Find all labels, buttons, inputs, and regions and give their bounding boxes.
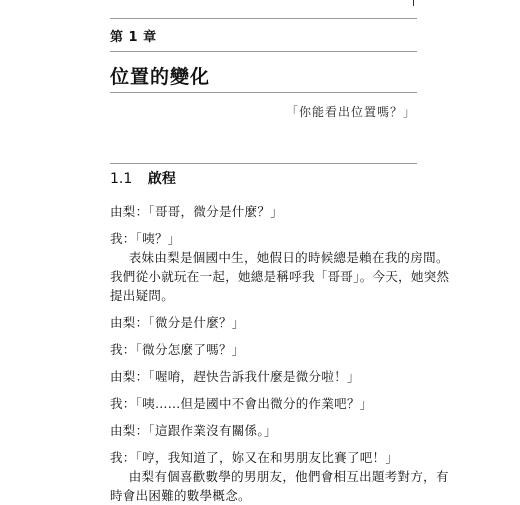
title-rule bbox=[110, 92, 417, 93]
chapter-rule bbox=[110, 51, 417, 52]
text-line: 我：「哼，我知道了，妳又在和男朋友比賽了吧！」 bbox=[110, 450, 399, 465]
text-line: 由梨：「喔唷，趕快告訴我什麼是微分啦！」 bbox=[110, 369, 360, 384]
text-line: 時會出困難的數學概念。 bbox=[110, 488, 251, 503]
text-line: 由梨：「哥哥，微分是什麼？」 bbox=[110, 204, 283, 219]
text-line: 由梨：「微分是什麼？」 bbox=[110, 315, 245, 330]
dialogue-line bbox=[110, 421, 417, 440]
text-line: 表妹由梨是個國中生，她假日的時候總是賴在我的房間。 bbox=[128, 250, 449, 265]
page-corner-mark bbox=[413, 0, 414, 6]
dialogue-line bbox=[110, 340, 417, 359]
text-line: 由梨有個喜歡數學的男朋友，他們會相互出題考對方，有 bbox=[128, 469, 449, 484]
section-rule bbox=[110, 163, 417, 164]
section-heading bbox=[110, 168, 176, 188]
dialogue-block bbox=[110, 229, 450, 305]
text-line: 我們從小就玩在一起，她總是稱呼我「哥哥」。今天，她突然 bbox=[110, 269, 450, 284]
dialogue-line bbox=[110, 394, 417, 413]
dialogue-line bbox=[110, 313, 417, 332]
text-line: 提出疑問。 bbox=[110, 288, 175, 303]
section-title: 啟程 bbox=[147, 171, 176, 187]
text-line: 我：「咦？」 bbox=[110, 231, 181, 246]
chapter-title: 位置的變化 bbox=[110, 66, 211, 88]
header-rule bbox=[110, 18, 417, 19]
dialogue-block bbox=[110, 448, 449, 505]
text-line: 我：「咦……但是國中不會出微分的作業吧？」 bbox=[110, 396, 373, 411]
section-number: 1.1 bbox=[110, 171, 133, 187]
chapter-epigraph: 「你能看出位置嗎？」 bbox=[285, 105, 416, 119]
text-line: 我：「微分怎麼了嗎？」 bbox=[110, 342, 245, 357]
dialogue-line bbox=[110, 367, 417, 386]
text-line: 由梨：「這跟作業沒有關係。」 bbox=[110, 423, 277, 438]
chapter-label: 第 1 章 bbox=[110, 30, 157, 45]
dialogue-line bbox=[110, 202, 417, 221]
